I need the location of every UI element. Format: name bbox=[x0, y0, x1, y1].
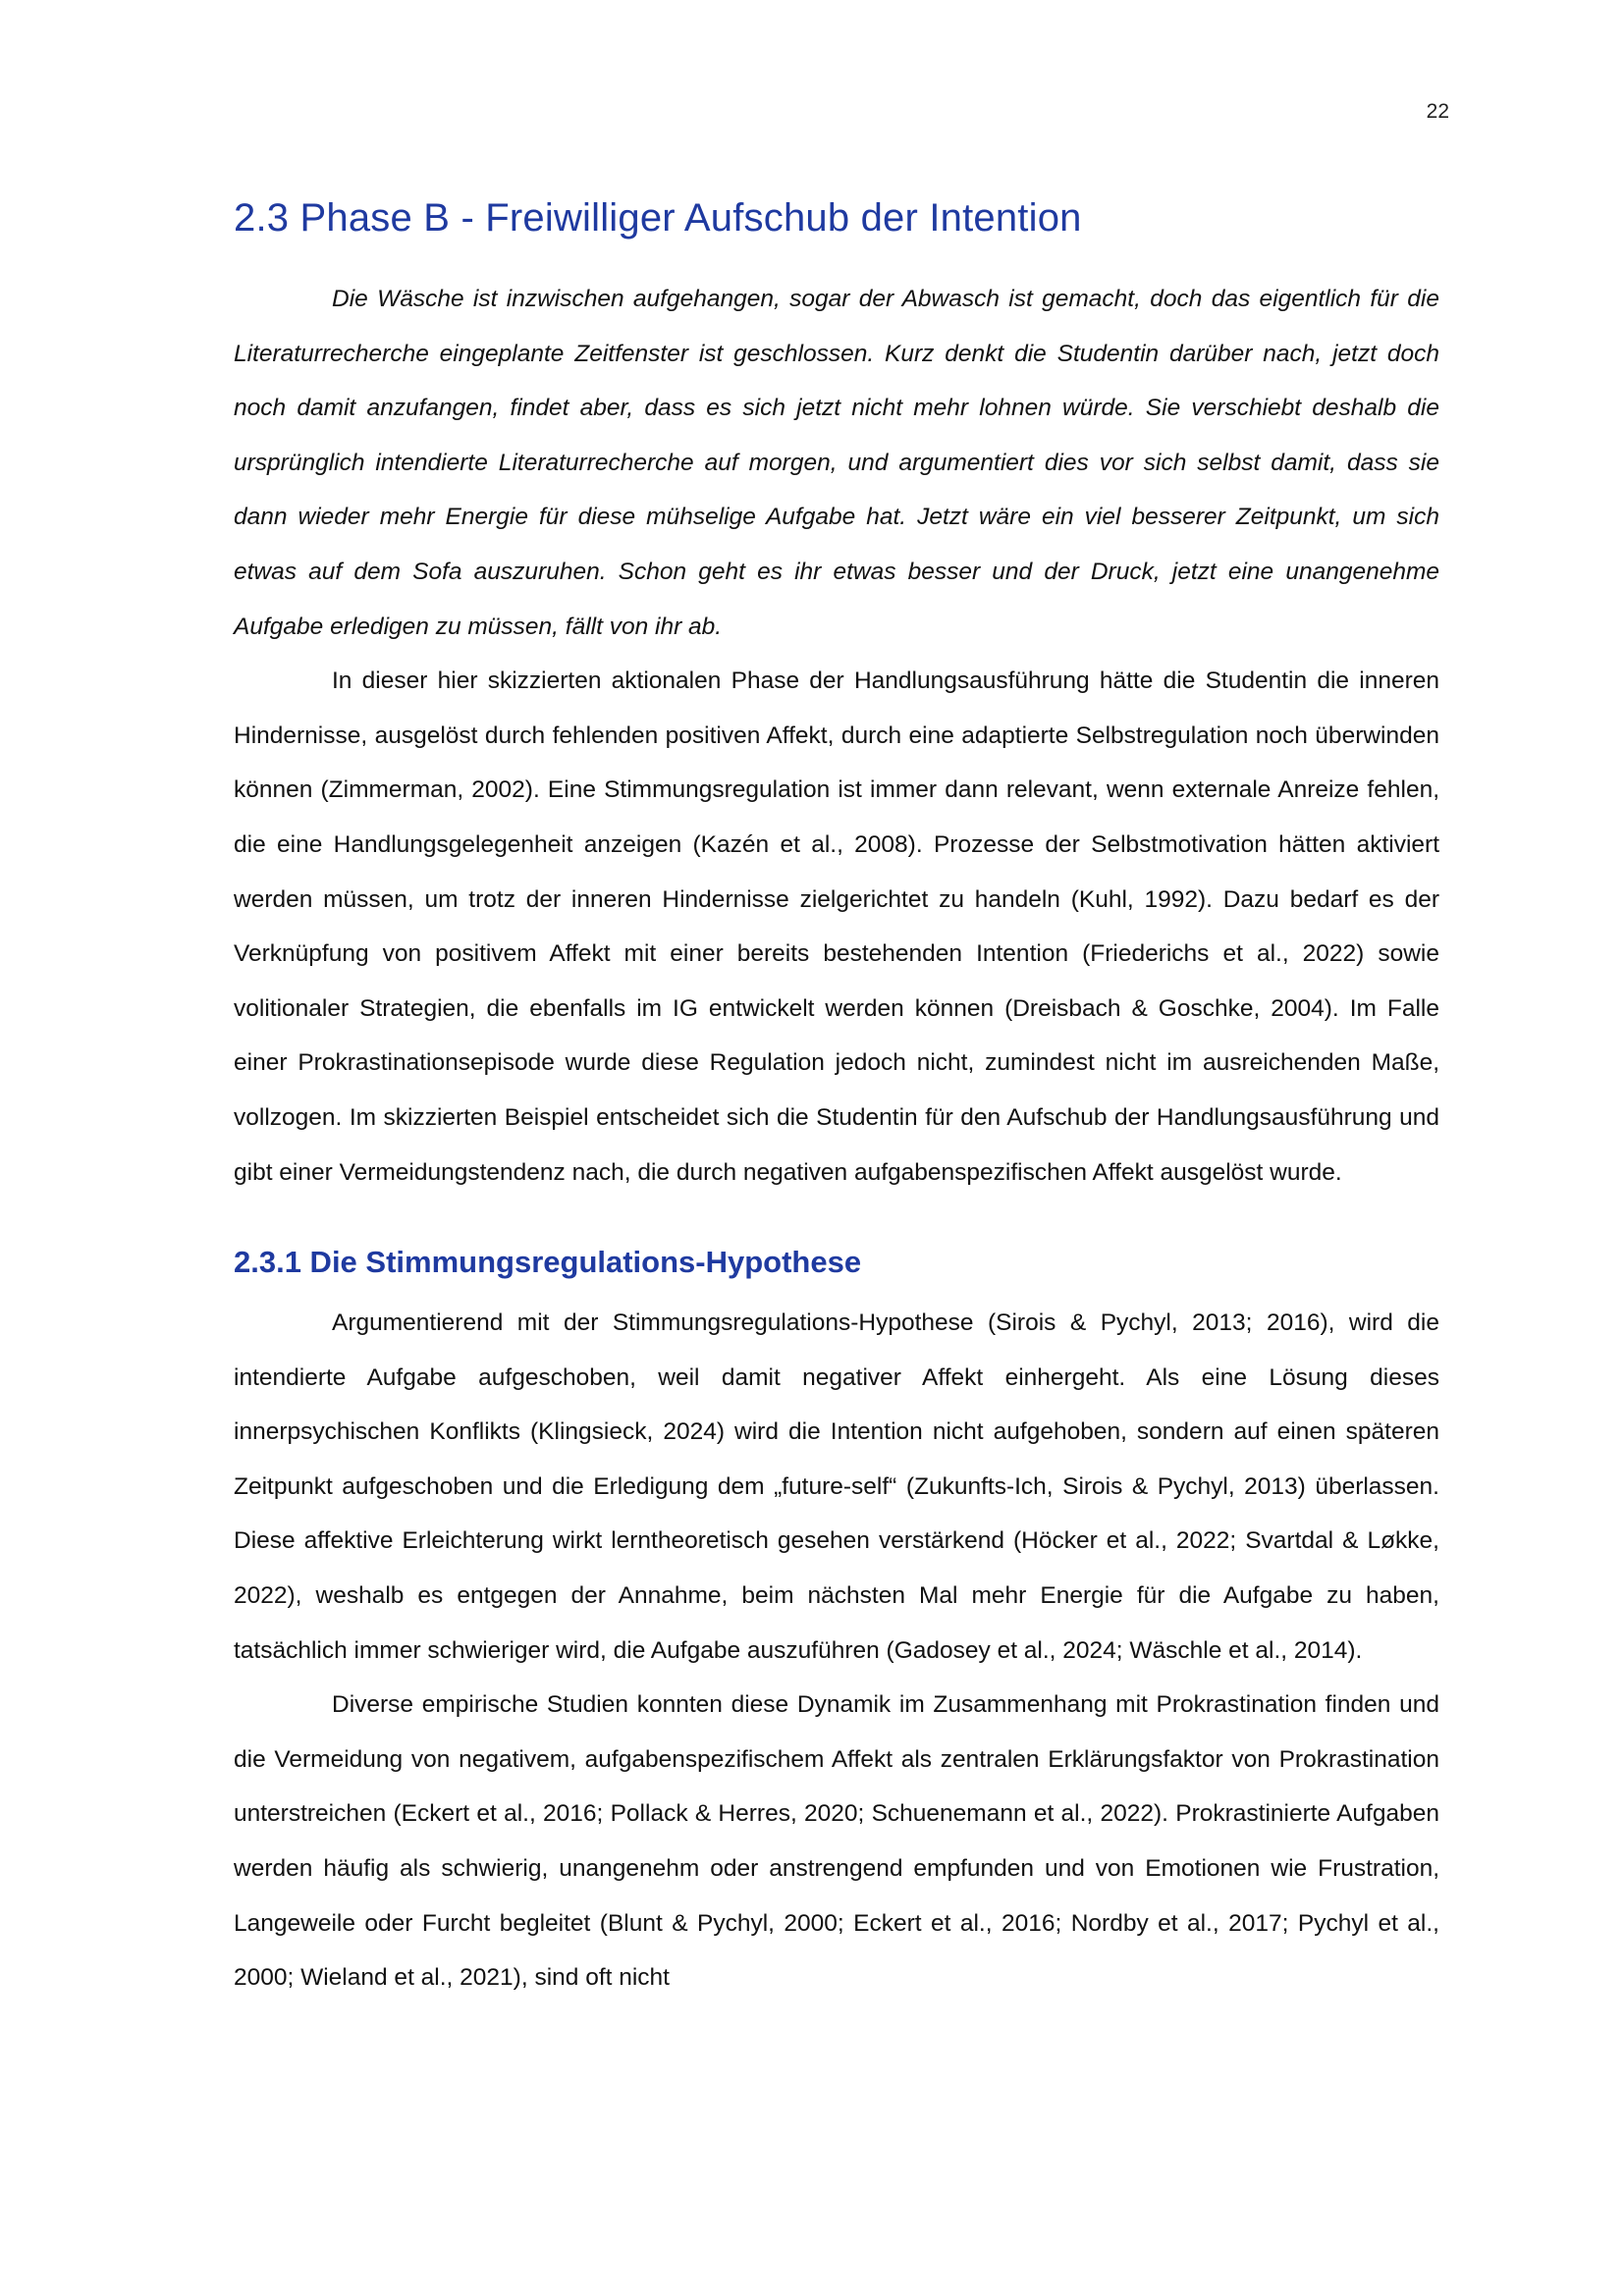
section-heading: 2.3 Phase B - Freiwilliger Aufschub der Intention bbox=[234, 196, 1082, 240]
body-paragraph: In dieser hier skizzierten aktionalen Phase der Handlungsausführung hätte die Studentin die inneren Hindernisse, ausgelöst durch fehlenden positiven Affekt, durch eine adaptierte Selbstregulation noch überwinden können (Zimmerman, 2002). Eine Stimmungsregulation ist immer dann relevant, wenn externale Anreize fehlen, die eine Handlungsgelegenheit anzeigen (Kazén et al., 2008). Prozesse der Selbstmotivation hätten aktiviert werden müssen, um trotz der inneren Hindernisse zielgerichtet zu handeln (Kuhl, 1992). Dazu bedarf es der Verknüpfung von positivem Affekt mit einer bereits bestehenden Intention (Friederichs et al., 2022) sowie volitionaler Strategien, die ebenfalls im IG entwickelt werden können (Dreisbach & Goschke, 2004). Im Falle einer Prokrastinationsepisode wurde diese Regulation jedoch nicht, zumindest nicht im ausreichenden Maße, vollzogen. Im skizzierten Beispiel entscheidet sich die Studentin für den Aufschub der Handlungsausführung und gibt einer Vermeidungstendenz nach, die durch negativen aufgabenspezifischen Affekt ausgelöst wurde. bbox=[234, 667, 1439, 1186]
body-paragraph: Diverse empirische Studien konnten diese Dynamik im Zusammenhang mit Prokrastination finden und die Vermeidung von negativem, aufgabenspezifischem Affekt als zentralen Erklärungsfaktor von Prokrastination unterstreichen (Eckert et al., 2016; Pollack & Herres, 2020; Schuenemann et al., 2022). Prokrastinierte Aufgaben werden häufig als schwierig, unangenehm oder anstrengend empfunden und von Emotionen wie Frustration, Langeweile oder Furcht begleitet (Blunt & Pychyl, 2000; Eckert et al., 2016; Nordby et al., 2017; Pychyl et al., 2000; Wieland et al., 2021), sind oft nicht bbox=[234, 1691, 1439, 1992]
page-number: 22 bbox=[1426, 100, 1449, 123]
page-content bbox=[234, 191, 1439, 2005]
body-paragraph: Argumentierend mit der Stimmungsregulations-Hypothese (Sirois & Pychyl, 2013; 2016), wird die intendierte Aufgabe aufgeschoben, weil damit negativer Affekt einhergeht. Als eine Lösung dieses innerpsychischen Konflikts (Klingsieck, 2024) wird die Intention nicht aufgehoben, sondern auf einen späteren Zeitpunkt aufgeschoben und die Erledigung dem „future-self“ (Zukunfts-Ich, Sirois & Pychyl, 2013) überlassen. Diese affektive Erleichterung wirkt lerntheoretisch gesehen verstärkend (Höcker et al., 2022; Svartdal & Løkke, 2022), weshalb es entgegen der Annahme, beim nächsten Mal mehr Energie für die Aufgabe zu haben, tatsächlich immer schwieriger wird, die Aufgabe auszuführen (Gadosey et al., 2024; Wäschle et al., 2014). bbox=[234, 1309, 1439, 1664]
subsection-heading: 2.3.1 Die Stimmungsregulations-Hypothese bbox=[234, 1245, 862, 1280]
scenario-paragraph: Die Wäsche ist inzwischen aufgehangen, sogar der Abwasch ist gemacht, doch das eigentlich für die Literaturrecherche eingeplante Zeitfenster ist geschlossen. Kurz denkt die Studentin darüber nach, jetzt doch noch damit anzufangen, findet aber, dass es sich jetzt nicht mehr lohnen würde. Sie verschiebt deshalb die ursprünglich intendierte Literaturrecherche auf morgen, und argumentiert dies vor sich selbst damit, dass sie dann wieder mehr Energie für diese mühselige Aufgabe hat. Jetzt wäre ein viel besserer Zeitpunkt, um sich etwas auf dem Sofa auszuruhen. Schon geht es ihr etwas besser und der Druck, jetzt eine unangenehme Aufgabe erledigen zu müssen, fällt von ihr ab. bbox=[234, 286, 1439, 640]
